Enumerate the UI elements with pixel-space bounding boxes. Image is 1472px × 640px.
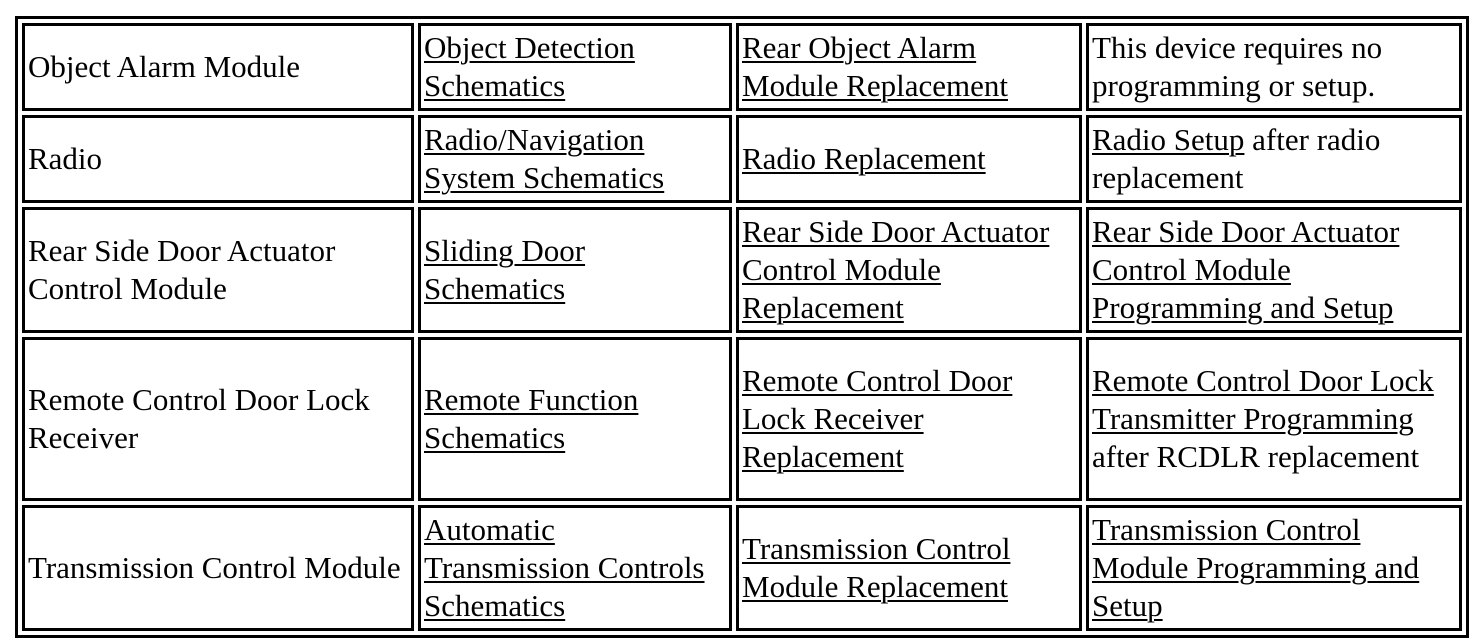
replacement-link[interactable]: Rear Side Door Actuator Control Module Replacement <box>742 214 1050 325</box>
programming-link[interactable]: Rear Side Door Actuator Control Module Programming and Setup <box>1092 214 1400 325</box>
module-name: Rear Side Door Actuator Control Module <box>28 233 336 306</box>
schematics-link[interactable]: Sliding Door Schematics <box>424 233 586 306</box>
schematics-cell <box>418 115 732 203</box>
replacement-cell <box>736 23 1082 111</box>
programming-link[interactable]: Transmission Control Module Programming and Setup <box>1092 512 1420 623</box>
table-row <box>22 337 1462 501</box>
programming-suffix: after radio replacement <box>1092 122 1381 195</box>
module-name-cell <box>22 505 414 631</box>
schematics-link[interactable]: Radio/Navigation System Schematics <box>424 122 665 195</box>
programming-link[interactable]: Remote Control Door Lock Transmitter Programming <box>1092 363 1434 436</box>
module-reference-table-container <box>15 16 1469 638</box>
module-name-cell <box>22 115 414 203</box>
schematics-link[interactable]: Automatic Transmission Controls Schematics <box>424 512 705 623</box>
programming-suffix: after RCDLR replacement <box>1092 439 1420 474</box>
replacement-link[interactable]: Rear Object Alarm Module Replacement <box>742 30 1008 103</box>
module-name: Object Alarm Module <box>28 49 301 84</box>
table-row <box>22 505 1462 631</box>
schematics-link[interactable]: Remote Function Schematics <box>424 382 639 455</box>
schematics-cell <box>418 207 732 333</box>
schematics-cell <box>418 337 732 501</box>
table-row <box>22 115 1462 203</box>
replacement-link[interactable]: Radio Replacement <box>742 141 986 176</box>
module-name: Transmission Control Module <box>28 550 401 585</box>
module-reference-table <box>15 16 1469 638</box>
replacement-link[interactable]: Transmission Control Module Replacement <box>742 531 1011 604</box>
replacement-cell <box>736 337 1082 501</box>
replacement-cell <box>736 115 1082 203</box>
module-name-cell <box>22 23 414 111</box>
programming-cell <box>1086 115 1462 203</box>
schematics-link[interactable]: Object Detection Schematics <box>424 30 635 103</box>
module-name: Radio <box>28 141 103 176</box>
programming-link[interactable]: Radio Setup <box>1092 122 1245 157</box>
programming-cell <box>1086 337 1462 501</box>
table-row <box>22 23 1462 111</box>
module-name-cell <box>22 207 414 333</box>
programming-note: This device requires no programming or setup. <box>1092 30 1383 103</box>
schematics-cell <box>418 505 732 631</box>
replacement-link[interactable]: Remote Control Door Lock Receiver Replacement <box>742 363 1013 474</box>
replacement-cell <box>736 207 1082 333</box>
module-name: Remote Control Door Lock Receiver <box>28 382 370 455</box>
replacement-cell <box>736 505 1082 631</box>
schematics-cell <box>418 23 732 111</box>
module-name-cell <box>22 337 414 501</box>
programming-cell <box>1086 505 1462 631</box>
programming-cell <box>1086 23 1462 111</box>
table-row <box>22 207 1462 333</box>
programming-cell <box>1086 207 1462 333</box>
